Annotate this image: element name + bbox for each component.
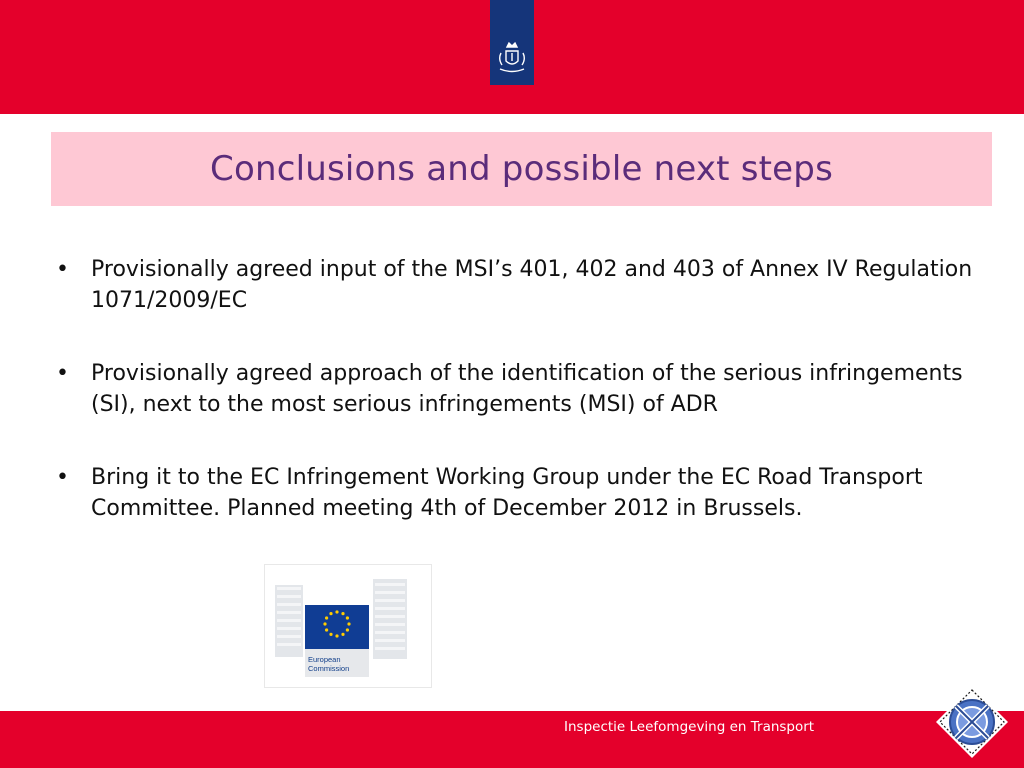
footer-text: Inspectie Leefomgeving en Transport	[564, 719, 815, 735]
bottom-banner	[0, 711, 1024, 768]
bullet-marker: •	[56, 465, 69, 490]
coat-of-arms-icon	[495, 41, 529, 77]
slide-title: Conclusions and possible next steps	[210, 149, 833, 189]
ilt-diamond-logo-icon	[934, 684, 1010, 760]
bullet-marker: •	[56, 361, 69, 386]
ec-logo-line1: European	[308, 655, 341, 664]
bullet-item	[56, 254, 996, 316]
bullet-list	[56, 254, 996, 566]
title-box	[51, 132, 992, 206]
european-commission-logo	[264, 564, 432, 688]
bullet-marker: •	[56, 257, 69, 282]
government-logo-ribbon	[490, 0, 534, 85]
ec-logo-line2: Commission	[308, 664, 350, 673]
bullet-text: Bring it to the EC Infringement Working Group under the EC Road Transport Committee. Planned meeting 4th of December 2012 in Brussels.	[91, 465, 923, 521]
bullet-item	[56, 358, 996, 420]
bullet-text: Provisionally agreed approach of the identification of the serious infringements (SI), next to the most serious infringements (MSI) of ADR	[91, 361, 963, 417]
bullet-item	[56, 462, 996, 524]
bullet-text: Provisionally agreed input of the MSI’s 401, 402 and 403 of Annex IV Regulation 1071/2009/EC	[91, 257, 973, 313]
